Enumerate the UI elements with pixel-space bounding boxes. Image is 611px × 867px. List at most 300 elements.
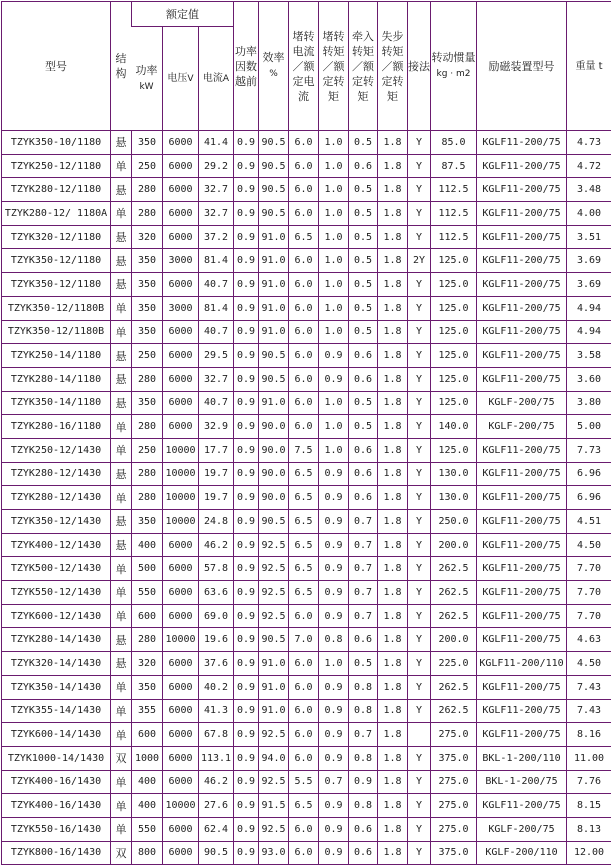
cell-lrc: 6.0	[288, 201, 318, 225]
cell-model: TZYK350-12/1430	[2, 509, 110, 533]
cell-model: TZYK550-12/1430	[2, 580, 110, 604]
cell-weight: 3.58	[566, 343, 611, 367]
cell-current: 19.7	[198, 462, 233, 486]
cell-pf: 0.9	[233, 817, 258, 841]
cell-lrc: 6.0	[288, 367, 318, 391]
cell-inertia: 125.0	[430, 391, 476, 415]
cell-voltage: 6000	[162, 367, 198, 391]
cell-conn: Y	[407, 343, 430, 367]
cell-model: TZYK400-16/1430	[2, 770, 110, 794]
cell-exciter: KGLF-200/75	[476, 414, 566, 438]
cell-lrt: 0.9	[318, 817, 348, 841]
cell-current: 32.7	[198, 367, 233, 391]
cell-pot: 1.8	[377, 770, 407, 794]
cell-structure: 单	[110, 201, 131, 225]
table-row	[2, 272, 611, 296]
cell-weight: 6.96	[566, 485, 611, 509]
cell-current: 81.4	[198, 296, 233, 320]
cell-pot: 1.8	[377, 343, 407, 367]
cell-pf: 0.9	[233, 296, 258, 320]
cell-exciter: KGLF11-200/75	[476, 154, 566, 178]
cell-structure: 单	[110, 817, 131, 841]
cell-inertia: 275.0	[430, 722, 476, 746]
cell-lrc: 6.0	[288, 414, 318, 438]
cell-model: TZYK400-12/1430	[2, 533, 110, 557]
table-row	[2, 675, 611, 699]
cell-power: 550	[131, 580, 162, 604]
cell-voltage: 6000	[162, 699, 198, 723]
cell-pf: 0.9	[233, 177, 258, 201]
cell-conn: Y	[407, 651, 430, 675]
cell-pf: 0.9	[233, 414, 258, 438]
cell-lrt: 0.9	[318, 367, 348, 391]
cell-power: 350	[131, 130, 162, 154]
cell-pit: 0.9	[348, 770, 377, 794]
cell-structure: 悬	[110, 177, 131, 201]
cell-current: 41.3	[198, 699, 233, 723]
cell-lrt: 1.0	[318, 320, 348, 344]
cell-pit: 0.6	[348, 367, 377, 391]
cell-voltage: 10000	[162, 793, 198, 817]
cell-lrc: 6.5	[288, 485, 318, 509]
cell-pit: 0.7	[348, 556, 377, 580]
cell-current: 24.8	[198, 509, 233, 533]
cell-structure: 悬	[110, 627, 131, 651]
cell-exciter: KGLF-200/110	[476, 841, 566, 865]
cell-inertia: 262.5	[430, 580, 476, 604]
cell-conn: Y	[407, 533, 430, 557]
cell-power: 280	[131, 414, 162, 438]
cell-power: 320	[131, 651, 162, 675]
cell-pot: 1.8	[377, 248, 407, 272]
cell-inertia: 250.0	[430, 509, 476, 533]
cell-lrc: 6.0	[288, 320, 318, 344]
cell-pit: 0.6	[348, 438, 377, 462]
cell-pit: 0.5	[348, 177, 377, 201]
cell-conn: Y	[407, 817, 430, 841]
cell-weight: 4.94	[566, 320, 611, 344]
cell-current: 19.7	[198, 485, 233, 509]
cell-exciter: KGLF11-200/75	[476, 130, 566, 154]
cell-conn: Y	[407, 414, 430, 438]
cell-eff: 90.5	[258, 177, 288, 201]
cell-voltage: 3000	[162, 248, 198, 272]
cell-pf: 0.9	[233, 438, 258, 462]
cell-lrc: 6.0	[288, 130, 318, 154]
cell-exciter: KGLF11-200/75	[476, 675, 566, 699]
table-row	[2, 509, 611, 533]
cell-eff: 90.0	[258, 462, 288, 486]
header-power	[131, 26, 162, 130]
cell-structure: 单	[110, 438, 131, 462]
cell-structure: 单	[110, 770, 131, 794]
cell-pit: 0.7	[348, 533, 377, 557]
cell-pf: 0.9	[233, 604, 258, 628]
cell-pot: 1.8	[377, 177, 407, 201]
cell-lrt: 0.8	[318, 627, 348, 651]
cell-model: TZYK550-16/1430	[2, 817, 110, 841]
cell-power: 355	[131, 699, 162, 723]
cell-pit: 0.6	[348, 627, 377, 651]
cell-conn: Y	[407, 746, 430, 770]
cell-power: 320	[131, 225, 162, 249]
cell-voltage: 10000	[162, 462, 198, 486]
cell-eff: 92.5	[258, 770, 288, 794]
table-row	[2, 438, 611, 462]
cell-structure: 悬	[110, 509, 131, 533]
cell-pit: 0.8	[348, 746, 377, 770]
cell-structure: 单	[110, 793, 131, 817]
cell-pf: 0.9	[233, 391, 258, 415]
cell-eff: 91.0	[258, 699, 288, 723]
cell-eff: 91.0	[258, 675, 288, 699]
cell-structure: 双	[110, 746, 131, 770]
cell-pf: 0.9	[233, 248, 258, 272]
cell-pot: 1.8	[377, 130, 407, 154]
cell-inertia: 275.0	[430, 770, 476, 794]
cell-eff: 91.5	[258, 793, 288, 817]
cell-power: 250	[131, 154, 162, 178]
cell-weight: 3.60	[566, 367, 611, 391]
cell-current: 40.2	[198, 675, 233, 699]
cell-exciter: KGLF11-200/75	[476, 320, 566, 344]
cell-power: 400	[131, 533, 162, 557]
cell-power: 280	[131, 177, 162, 201]
header-power-label: 功率	[135, 63, 158, 77]
table-row	[2, 699, 611, 723]
table-row	[2, 391, 611, 415]
cell-pot: 1.8	[377, 699, 407, 723]
cell-inertia: 125.0	[430, 248, 476, 272]
cell-structure: 悬	[110, 248, 131, 272]
cell-power: 400	[131, 770, 162, 794]
cell-structure: 悬	[110, 533, 131, 557]
cell-weight: 8.13	[566, 817, 611, 841]
cell-model: TZYK600-14/1430	[2, 722, 110, 746]
cell-lrt: 1.0	[318, 201, 348, 225]
cell-pot: 1.8	[377, 201, 407, 225]
cell-current: 81.4	[198, 248, 233, 272]
cell-lrc: 6.0	[288, 651, 318, 675]
cell-lrc: 6.0	[288, 296, 318, 320]
cell-voltage: 6000	[162, 343, 198, 367]
cell-pf: 0.9	[233, 556, 258, 580]
cell-model: TZYK350-12/1180	[2, 248, 110, 272]
cell-weight: 7.76	[566, 770, 611, 794]
cell-structure: 悬	[110, 272, 131, 296]
table-row	[2, 793, 611, 817]
cell-weight: 5.00	[566, 414, 611, 438]
cell-exciter: KGLF11-200/75	[476, 509, 566, 533]
cell-weight: 4.50	[566, 651, 611, 675]
cell-lrt: 1.0	[318, 272, 348, 296]
cell-exciter: KGLF11-200/75	[476, 485, 566, 509]
cell-exciter: KGLF11-200/75	[476, 343, 566, 367]
table-row	[2, 367, 611, 391]
cell-pot: 1.8	[377, 414, 407, 438]
cell-pf: 0.9	[233, 793, 258, 817]
cell-current: 29.2	[198, 154, 233, 178]
cell-inertia: 125.0	[430, 367, 476, 391]
cell-pf: 0.9	[233, 343, 258, 367]
table-row	[2, 130, 611, 154]
cell-pf: 0.9	[233, 722, 258, 746]
cell-exciter: KGLF11-200/75	[476, 296, 566, 320]
cell-conn	[407, 722, 430, 746]
cell-conn: Y	[407, 154, 430, 178]
cell-voltage: 6000	[162, 391, 198, 415]
cell-lrc: 6.5	[288, 533, 318, 557]
cell-weight: 6.96	[566, 462, 611, 486]
cell-weight: 3.69	[566, 248, 611, 272]
table-row	[2, 485, 611, 509]
cell-power: 350	[131, 675, 162, 699]
cell-inertia: 87.5	[430, 154, 476, 178]
cell-model: TZYK355-14/1430	[2, 699, 110, 723]
cell-pf: 0.9	[233, 225, 258, 249]
table-row	[2, 770, 611, 794]
cell-pit: 0.5	[348, 296, 377, 320]
cell-current: 40.7	[198, 391, 233, 415]
header-voltage	[162, 26, 198, 130]
cell-current: 40.7	[198, 272, 233, 296]
cell-exciter: KGLF11-200/75	[476, 722, 566, 746]
header-rated: 额定值	[131, 2, 233, 26]
cell-structure: 单	[110, 580, 131, 604]
cell-power: 280	[131, 485, 162, 509]
header-efficiency-unit: %	[269, 69, 278, 79]
cell-pit: 0.6	[348, 462, 377, 486]
cell-power: 500	[131, 556, 162, 580]
cell-model: TZYK350-12/1180B	[2, 320, 110, 344]
cell-eff: 90.0	[258, 414, 288, 438]
cell-structure: 单	[110, 604, 131, 628]
cell-lrt: 0.9	[318, 793, 348, 817]
cell-conn: Y	[407, 130, 430, 154]
cell-eff: 93.0	[258, 841, 288, 865]
header-pull-out-torque: 失步转矩／额定转矩	[377, 2, 407, 130]
cell-exciter: KGLF11-200/110	[476, 651, 566, 675]
cell-pot: 1.8	[377, 391, 407, 415]
cell-pit: 0.6	[348, 154, 377, 178]
cell-voltage: 6000	[162, 722, 198, 746]
cell-pf: 0.9	[233, 272, 258, 296]
cell-eff: 92.5	[258, 817, 288, 841]
cell-pot: 1.8	[377, 817, 407, 841]
table-header	[2, 2, 611, 130]
cell-inertia: 125.0	[430, 296, 476, 320]
cell-pf: 0.9	[233, 154, 258, 178]
table-row	[2, 201, 611, 225]
cell-inertia: 125.0	[430, 272, 476, 296]
cell-conn: Y	[407, 177, 430, 201]
cell-pit: 0.6	[348, 343, 377, 367]
motor-spec-table	[1, 1, 611, 865]
cell-power: 600	[131, 722, 162, 746]
table-row	[2, 248, 611, 272]
cell-pit: 0.5	[348, 414, 377, 438]
cell-weight: 4.72	[566, 154, 611, 178]
header-inertia	[430, 2, 476, 130]
cell-structure: 单	[110, 320, 131, 344]
cell-conn: Y	[407, 556, 430, 580]
cell-conn: Y	[407, 296, 430, 320]
cell-power: 280	[131, 201, 162, 225]
cell-current: 46.2	[198, 533, 233, 557]
cell-pot: 1.8	[377, 533, 407, 557]
cell-lrt: 0.9	[318, 462, 348, 486]
cell-pot: 1.8	[377, 296, 407, 320]
table-row	[2, 296, 611, 320]
cell-model: TZYK400-16/1430	[2, 793, 110, 817]
cell-pot: 1.8	[377, 580, 407, 604]
cell-lrt: 0.9	[318, 580, 348, 604]
cell-current: 19.6	[198, 627, 233, 651]
cell-structure: 双	[110, 841, 131, 865]
cell-eff: 92.5	[258, 533, 288, 557]
cell-inertia: 200.0	[430, 533, 476, 557]
cell-current: 69.0	[198, 604, 233, 628]
cell-pot: 1.8	[377, 272, 407, 296]
cell-conn: Y	[407, 770, 430, 794]
cell-weight: 4.51	[566, 509, 611, 533]
cell-pf: 0.9	[233, 746, 258, 770]
cell-conn: Y	[407, 272, 430, 296]
cell-pit: 0.7	[348, 580, 377, 604]
cell-model: TZYK250-14/1180	[2, 343, 110, 367]
header-model: 型号	[45, 59, 67, 73]
cell-weight: 4.94	[566, 296, 611, 320]
cell-weight: 3.51	[566, 225, 611, 249]
cell-pf: 0.9	[233, 130, 258, 154]
cell-lrc: 6.0	[288, 391, 318, 415]
cell-inertia: 375.0	[430, 841, 476, 865]
cell-current: 29.5	[198, 343, 233, 367]
cell-current: 113.1	[198, 746, 233, 770]
cell-voltage: 6000	[162, 746, 198, 770]
cell-model: TZYK280-12/1430	[2, 485, 110, 509]
cell-lrc: 6.0	[288, 343, 318, 367]
cell-pf: 0.9	[233, 201, 258, 225]
cell-lrc: 6.0	[288, 817, 318, 841]
cell-power: 250	[131, 438, 162, 462]
cell-lrc: 6.0	[288, 248, 318, 272]
cell-eff: 90.0	[258, 485, 288, 509]
table-body	[2, 130, 611, 864]
cell-lrc: 6.0	[288, 699, 318, 723]
cell-inertia: 125.0	[430, 438, 476, 462]
cell-pf: 0.9	[233, 627, 258, 651]
cell-pf: 0.9	[233, 580, 258, 604]
cell-inertia: 262.5	[430, 675, 476, 699]
cell-pit: 0.5	[348, 248, 377, 272]
table-row	[2, 722, 611, 746]
cell-weight: 8.16	[566, 722, 611, 746]
cell-eff: 90.5	[258, 130, 288, 154]
header-inertia-label: 转动惯量	[431, 51, 476, 64]
cell-exciter: KGLF11-200/75	[476, 201, 566, 225]
cell-weight: 4.00	[566, 201, 611, 225]
cell-pit: 0.5	[348, 651, 377, 675]
cell-voltage: 6000	[162, 154, 198, 178]
cell-weight: 7.73	[566, 438, 611, 462]
cell-lrc: 6.5	[288, 462, 318, 486]
cell-lrt: 0.9	[318, 533, 348, 557]
cell-current: 63.6	[198, 580, 233, 604]
cell-model: TZYK800-16/1430	[2, 841, 110, 865]
cell-voltage: 6000	[162, 320, 198, 344]
cell-model: TZYK500-12/1430	[2, 556, 110, 580]
cell-conn: Y	[407, 793, 430, 817]
cell-power: 800	[131, 841, 162, 865]
cell-lrt: 0.9	[318, 604, 348, 628]
cell-exciter: BKL-1-200/110	[476, 746, 566, 770]
cell-eff: 91.0	[258, 272, 288, 296]
header-inertia-unit: kg · m2	[436, 69, 471, 79]
cell-conn: Y	[407, 485, 430, 509]
cell-voltage: 6000	[162, 770, 198, 794]
cell-pit: 0.8	[348, 699, 377, 723]
table-row	[2, 154, 611, 178]
cell-model: TZYK280-14/1430	[2, 627, 110, 651]
cell-power: 550	[131, 817, 162, 841]
cell-pot: 1.8	[377, 651, 407, 675]
cell-model: TZYK350-12/1180	[2, 272, 110, 296]
header-current-label: 电流	[202, 72, 223, 84]
cell-voltage: 10000	[162, 438, 198, 462]
cell-lrt: 1.0	[318, 296, 348, 320]
cell-pf: 0.9	[233, 699, 258, 723]
cell-conn: Y	[407, 604, 430, 628]
cell-lrc: 6.0	[288, 841, 318, 865]
cell-eff: 91.0	[258, 391, 288, 415]
cell-voltage: 6000	[162, 414, 198, 438]
cell-pot: 1.8	[377, 320, 407, 344]
cell-lrt: 1.0	[318, 225, 348, 249]
cell-voltage: 10000	[162, 485, 198, 509]
header-locked-rotor-torque: 堵转转矩／额定转矩	[318, 2, 348, 130]
cell-eff: 90.5	[258, 201, 288, 225]
cell-weight: 8.15	[566, 793, 611, 817]
cell-exciter: KGLF11-200/75	[476, 627, 566, 651]
cell-exciter: KGLF11-200/75	[476, 580, 566, 604]
cell-pit: 0.7	[348, 604, 377, 628]
table-row	[2, 580, 611, 604]
header-voltage-label: 电压	[167, 72, 188, 84]
cell-eff: 90.5	[258, 154, 288, 178]
cell-pf: 0.9	[233, 841, 258, 865]
cell-pit: 0.5	[348, 201, 377, 225]
cell-pit: 0.5	[348, 272, 377, 296]
cell-pf: 0.9	[233, 367, 258, 391]
cell-pit: 0.6	[348, 817, 377, 841]
cell-lrc: 6.5	[288, 225, 318, 249]
cell-inertia: 275.0	[430, 793, 476, 817]
cell-current: 32.7	[198, 177, 233, 201]
cell-lrt: 1.0	[318, 130, 348, 154]
cell-inertia: 200.0	[430, 627, 476, 651]
cell-model: TZYK320-14/1430	[2, 651, 110, 675]
header-connection: 接法	[407, 2, 430, 130]
cell-inertia: 125.0	[430, 320, 476, 344]
cell-lrc: 6.0	[288, 722, 318, 746]
cell-lrc: 6.0	[288, 746, 318, 770]
cell-model: TZYK350-12/1180B	[2, 296, 110, 320]
cell-pot: 1.8	[377, 438, 407, 462]
cell-power: 350	[131, 272, 162, 296]
table-row	[2, 651, 611, 675]
cell-eff: 90.5	[258, 367, 288, 391]
